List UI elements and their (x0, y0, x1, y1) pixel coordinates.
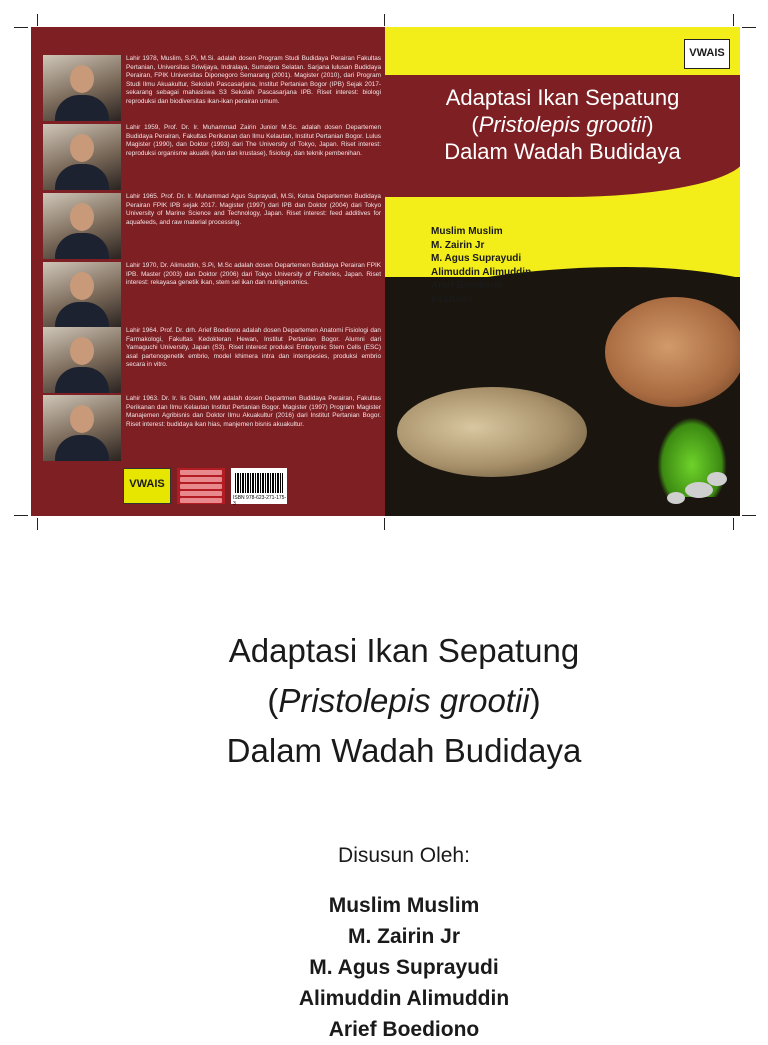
author-bio (43, 124, 379, 190)
crop-mark (733, 518, 734, 530)
author-bio (43, 262, 379, 328)
author-photo (43, 327, 121, 393)
author-name: Muslim Muslim (431, 226, 503, 237)
author-name: M. Zairin Jr (431, 239, 485, 251)
publisher-logo: VWAIS (684, 39, 730, 69)
author-name: Muslim Muslim (328, 894, 480, 917)
author-photo (43, 55, 121, 121)
isbn-number: ISBN 978-623-271-175-3 (233, 495, 287, 507)
author-name: Iis Diatin (431, 293, 473, 305)
species-name: Pristolepis grootii (278, 682, 530, 719)
back-cover (31, 27, 385, 516)
author-bio (43, 193, 379, 259)
crop-mark (37, 518, 38, 530)
publisher-info-row (123, 468, 373, 507)
author-bio (43, 55, 379, 121)
title-line: Adaptasi Ikan Sepatung (445, 85, 680, 110)
title-line: Dalam Wadah Budidaya (226, 732, 582, 769)
crop-mark (384, 518, 385, 530)
author-bio-text: Lahir 1963. Dr. Ir. Iis Diatin, MM adalah dosen Departmen Budidaya Perairan, Fakultas Perikanan dan Ilmu Kelautan Institut Pertanian Bogor. Magister (1997) Program Magister Manajemen Agribisnis dan Doktor Ilmu Akuakultur (2016) dari Institut Pertanian Bogor. Riset interest: budidaya ikan hias, manjemen bisnis akuakultur. (126, 395, 381, 428)
crop-mark (14, 515, 28, 516)
crop-mark (14, 27, 28, 28)
author-photo (43, 395, 121, 461)
cover-authors (431, 225, 531, 307)
author-bio-text: Lahir 1965. Prof. Dr. Ir. Muhammad Agus Suprayudi, M.Si, Ketua Departemen Budidaya Perairan FPIK IPB sejak 2017. Magister (1997) dari IPB dan Doktor (2004) dari Tokyo University of Marine Science and Technology, Japan. Riset interest: feed additives for aquafeeds, and raw material processing. (126, 193, 381, 226)
author-photo (43, 262, 121, 328)
cover-title (385, 84, 740, 165)
author-bio (43, 327, 379, 393)
author-bio-text: Lahir 1959, Prof. Dr. Ir. Muhammad Zairin Junior M.Sc. adalah dosen Departemen Budidaya Perairan, Fakultas Perikanan dan Ilmu Kelautan, Institut Pertanian Bogor. Lulus Magister (1990), dan Doktor (1993) dari The University of Tokyo, Japan. Riset interest: reproduksi organisme akuatik (ikan dan krustase), fisiologi, dan teknik pembenihan. (126, 124, 381, 157)
pebble (667, 492, 685, 504)
author-bio-text: Lahir 1970, Dr. Alimuddin, S.Pi, M.Sc adalah dosen Departemen Budidaya Perairan FPIK IPB. Master (2003) dan Doktor (2006) dari Tokyo University of Fisheries, Japan. Riset interest: rekayasa genetik ikan, stem sel ikan dan nutrigenomics. (126, 262, 381, 287)
publisher-contacts (177, 468, 225, 504)
author-name: Arief Boediono (431, 280, 503, 292)
author-photo (43, 124, 121, 190)
author-name: M. Agus Suprayudi (309, 956, 499, 979)
crop-mark (742, 515, 756, 516)
title-page-authors (0, 890, 768, 1045)
crop-mark (733, 14, 734, 26)
fish-illustration (397, 387, 587, 477)
title-page-title (0, 626, 768, 776)
title-line: (Pristolepis grootii) (267, 682, 541, 719)
author-bio-text: Lahir 1964. Prof. Dr. drh. Arief Boediono adalah dosen Departemen Anatomi Fisiologi dan Farmakologi, Fakultas Kedokteran Hewan, Institut Pertanian Bogor. Alumni dari Yamaguchi University, Japan (S3). Riset interest produksi Embryonic Stem Cells (ESC) asal partenogenetik embrio, model khimera intra dan interspesies, produksi embrio secara in vitro. (126, 327, 381, 369)
front-cover (385, 27, 740, 516)
pebble (707, 472, 727, 486)
author-name: M. Zairin Jr (347, 925, 461, 948)
author-photo (43, 193, 121, 259)
author-bio-text: Lahir 1978, Muslim, S.Pi, M.Si. adalah dosen Program Studi Budidaya Perairan Fakultas Pertanian, Universitas Sriwijaya, Indralaya, Sumatera Selatan. Sarjana lulusan Budidaya Perairan, FPIK Universitas Diponegoro Semarang (2001). Magister (2010), dari Program Studi Ilmu Akuakultur, Sekolah Pascasarjana, Institut Pertanian Bogor (IPB) Sejak 2017-sekarang sebagai mahasiswa S3 Sekolah Pascasarjana IPB. Riset interest: biologi reproduksi dan biodiversitas ikan-ikan perairan umum. (126, 55, 381, 105)
title-line: (Pristolepis grootii) (471, 112, 654, 137)
author-name: Alimuddin Alimuddin (298, 987, 510, 1010)
crop-mark (384, 14, 385, 26)
crop-mark (37, 14, 38, 26)
author-name: Alimuddin Alimuddin (431, 266, 532, 278)
author-name: M. Agus Suprayudi (431, 253, 522, 265)
book-cover-spread (31, 27, 740, 516)
title-page (0, 600, 768, 1041)
publisher-logo: VWAIS (123, 468, 171, 504)
author-name: Arief Boediono (328, 1018, 480, 1041)
title-line: Adaptasi Ikan Sepatung (228, 632, 580, 669)
barcode-icon (235, 473, 283, 493)
title-line: Dalam Wadah Budidaya (444, 139, 681, 164)
author-bio (43, 395, 379, 461)
pebble (685, 482, 713, 498)
crop-mark (742, 27, 756, 28)
fish-illustration (605, 297, 740, 407)
compiled-by-label: Disusun Oleh: (338, 844, 470, 867)
species-name: Pristolepis grootii (478, 112, 647, 137)
isbn-barcode (231, 468, 287, 507)
